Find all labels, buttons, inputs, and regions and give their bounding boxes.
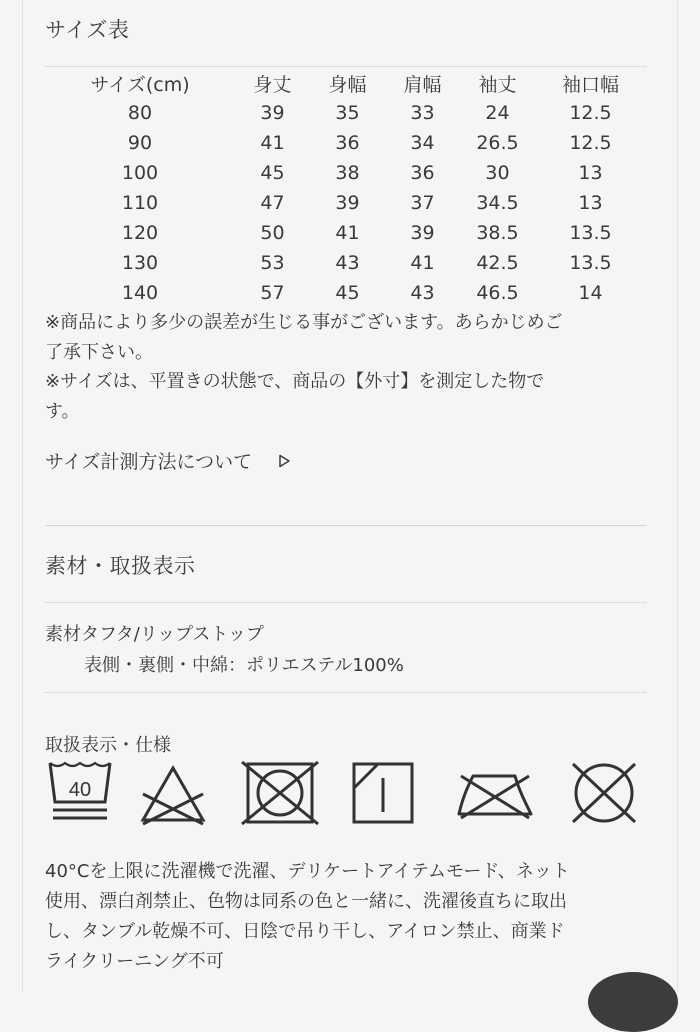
wash-40-delicate-icon [45,760,115,826]
cell-sleeve: 34.5 [476,192,519,214]
cell-length: 47 [260,192,285,214]
frame-right-border [677,0,678,992]
cell-width: 41 [335,222,360,244]
cell-size: 100 [121,162,159,184]
care-description [45,857,645,977]
cell-size: 110 [121,192,159,214]
cell-shoulder: 33 [410,102,435,124]
section-divider [45,525,646,526]
size-measurement-link-label: サイズ計測方法について [45,451,253,473]
no-iron-icon [455,760,535,826]
frame-left-border [22,0,23,992]
care-description-line1: 40°Cを上限に洗濯機で洗濯、デリケートアイテムモード、ネット [45,861,570,882]
cell-width: 39 [335,192,360,214]
cell-length: 41 [260,132,285,154]
header-shoulder: 肩幅 [403,73,442,96]
cell-cuff: 14 [578,282,603,304]
size-table [45,68,646,308]
cell-size: 120 [121,222,159,244]
play-triangle-icon [276,453,292,469]
size-section-title: サイズ表 [45,18,130,42]
cell-sleeve: 24 [485,102,510,124]
header-length: 身丈 [253,73,292,96]
size-error-note-line1: ※商品により多少の誤差が生じる事がございます。あらかじめご [45,312,563,333]
cell-shoulder: 41 [410,252,435,274]
cell-cuff: 13 [578,192,603,214]
header-sleeve: 袖丈 [478,73,517,96]
care-icons-row [45,760,655,826]
cell-width: 38 [335,162,360,184]
cell-width: 43 [335,252,360,274]
table-row [45,188,646,218]
wash-temp-text: 40 [68,779,92,801]
cell-length: 50 [260,222,285,244]
cell-sleeve: 46.5 [476,282,519,304]
cell-size: 80 [127,102,153,124]
cell-shoulder: 37 [410,192,435,214]
cell-shoulder: 43 [410,282,435,304]
measurement-note-line1: ※サイズは、平置きの状態で、商品の【外寸】を測定した物で [45,371,545,392]
table-row [45,158,646,188]
cell-sleeve: 42.5 [476,252,519,274]
cell-size: 140 [121,282,159,304]
cell-size: 90 [127,132,153,154]
cell-shoulder: 39 [410,222,435,244]
header-cuff: 袖口幅 [561,73,619,96]
material-label: 素材タフタ/リップストップ [45,624,264,645]
cell-width: 45 [335,282,360,304]
cell-shoulder: 34 [410,132,435,154]
cell-sleeve: 26.5 [476,132,519,154]
care-description-line3: し、タンブル乾燥不可、日陰で吊り干し、アイロン禁止、商業ド [45,921,565,942]
cell-shoulder: 36 [410,162,435,184]
no-dry-clean-icon [567,760,641,826]
measurement-note [45,367,645,426]
care-description-line2: 使用、漂白剤禁止、色物は同系の色と一緒に、洗濯後直ちに取出 [45,891,567,912]
cell-cuff: 13.5 [569,252,612,274]
cell-width: 36 [335,132,360,154]
cell-cuff: 12.5 [569,102,612,124]
cell-sleeve: 38.5 [476,222,519,244]
cell-length: 45 [260,162,285,184]
cell-length: 39 [260,102,285,124]
cell-width: 35 [335,102,360,124]
material-divider [45,692,646,693]
cell-cuff: 12.5 [569,132,612,154]
size-title-divider [45,66,646,67]
size-measurement-link[interactable] [45,447,292,474]
cell-cuff: 13.5 [569,222,612,244]
cell-sleeve: 30 [485,162,510,184]
material-title-divider [45,602,646,603]
material-section-title: 素材・取扱表示 [45,554,196,578]
table-row [45,278,646,308]
line-dry-shade-icon [350,760,416,826]
size-error-note [45,308,645,367]
cell-cuff: 13 [578,162,603,184]
no-tumble-dry-icon [240,760,320,826]
care-label: 取扱表示・仕様 [45,735,171,756]
cell-length: 57 [260,282,285,304]
header-width: 身幅 [328,73,367,96]
table-row [45,218,646,248]
cell-length: 53 [260,252,285,274]
header-size: サイズ(cm) [90,73,190,96]
table-row [45,128,646,158]
no-bleach-icon [137,760,209,826]
material-detail: 表側・裏側・中綿：ポリエステル100% [84,655,404,676]
cell-size: 130 [121,252,159,274]
care-description-line4: ライクリーニング不可 [45,951,224,972]
floating-action-button[interactable] [588,972,678,1032]
table-row [45,248,646,278]
measurement-note-line2: す。 [45,400,80,422]
size-error-note-line2: 了承下さい。 [45,341,153,363]
table-row [45,98,646,128]
size-table-header [45,68,646,98]
